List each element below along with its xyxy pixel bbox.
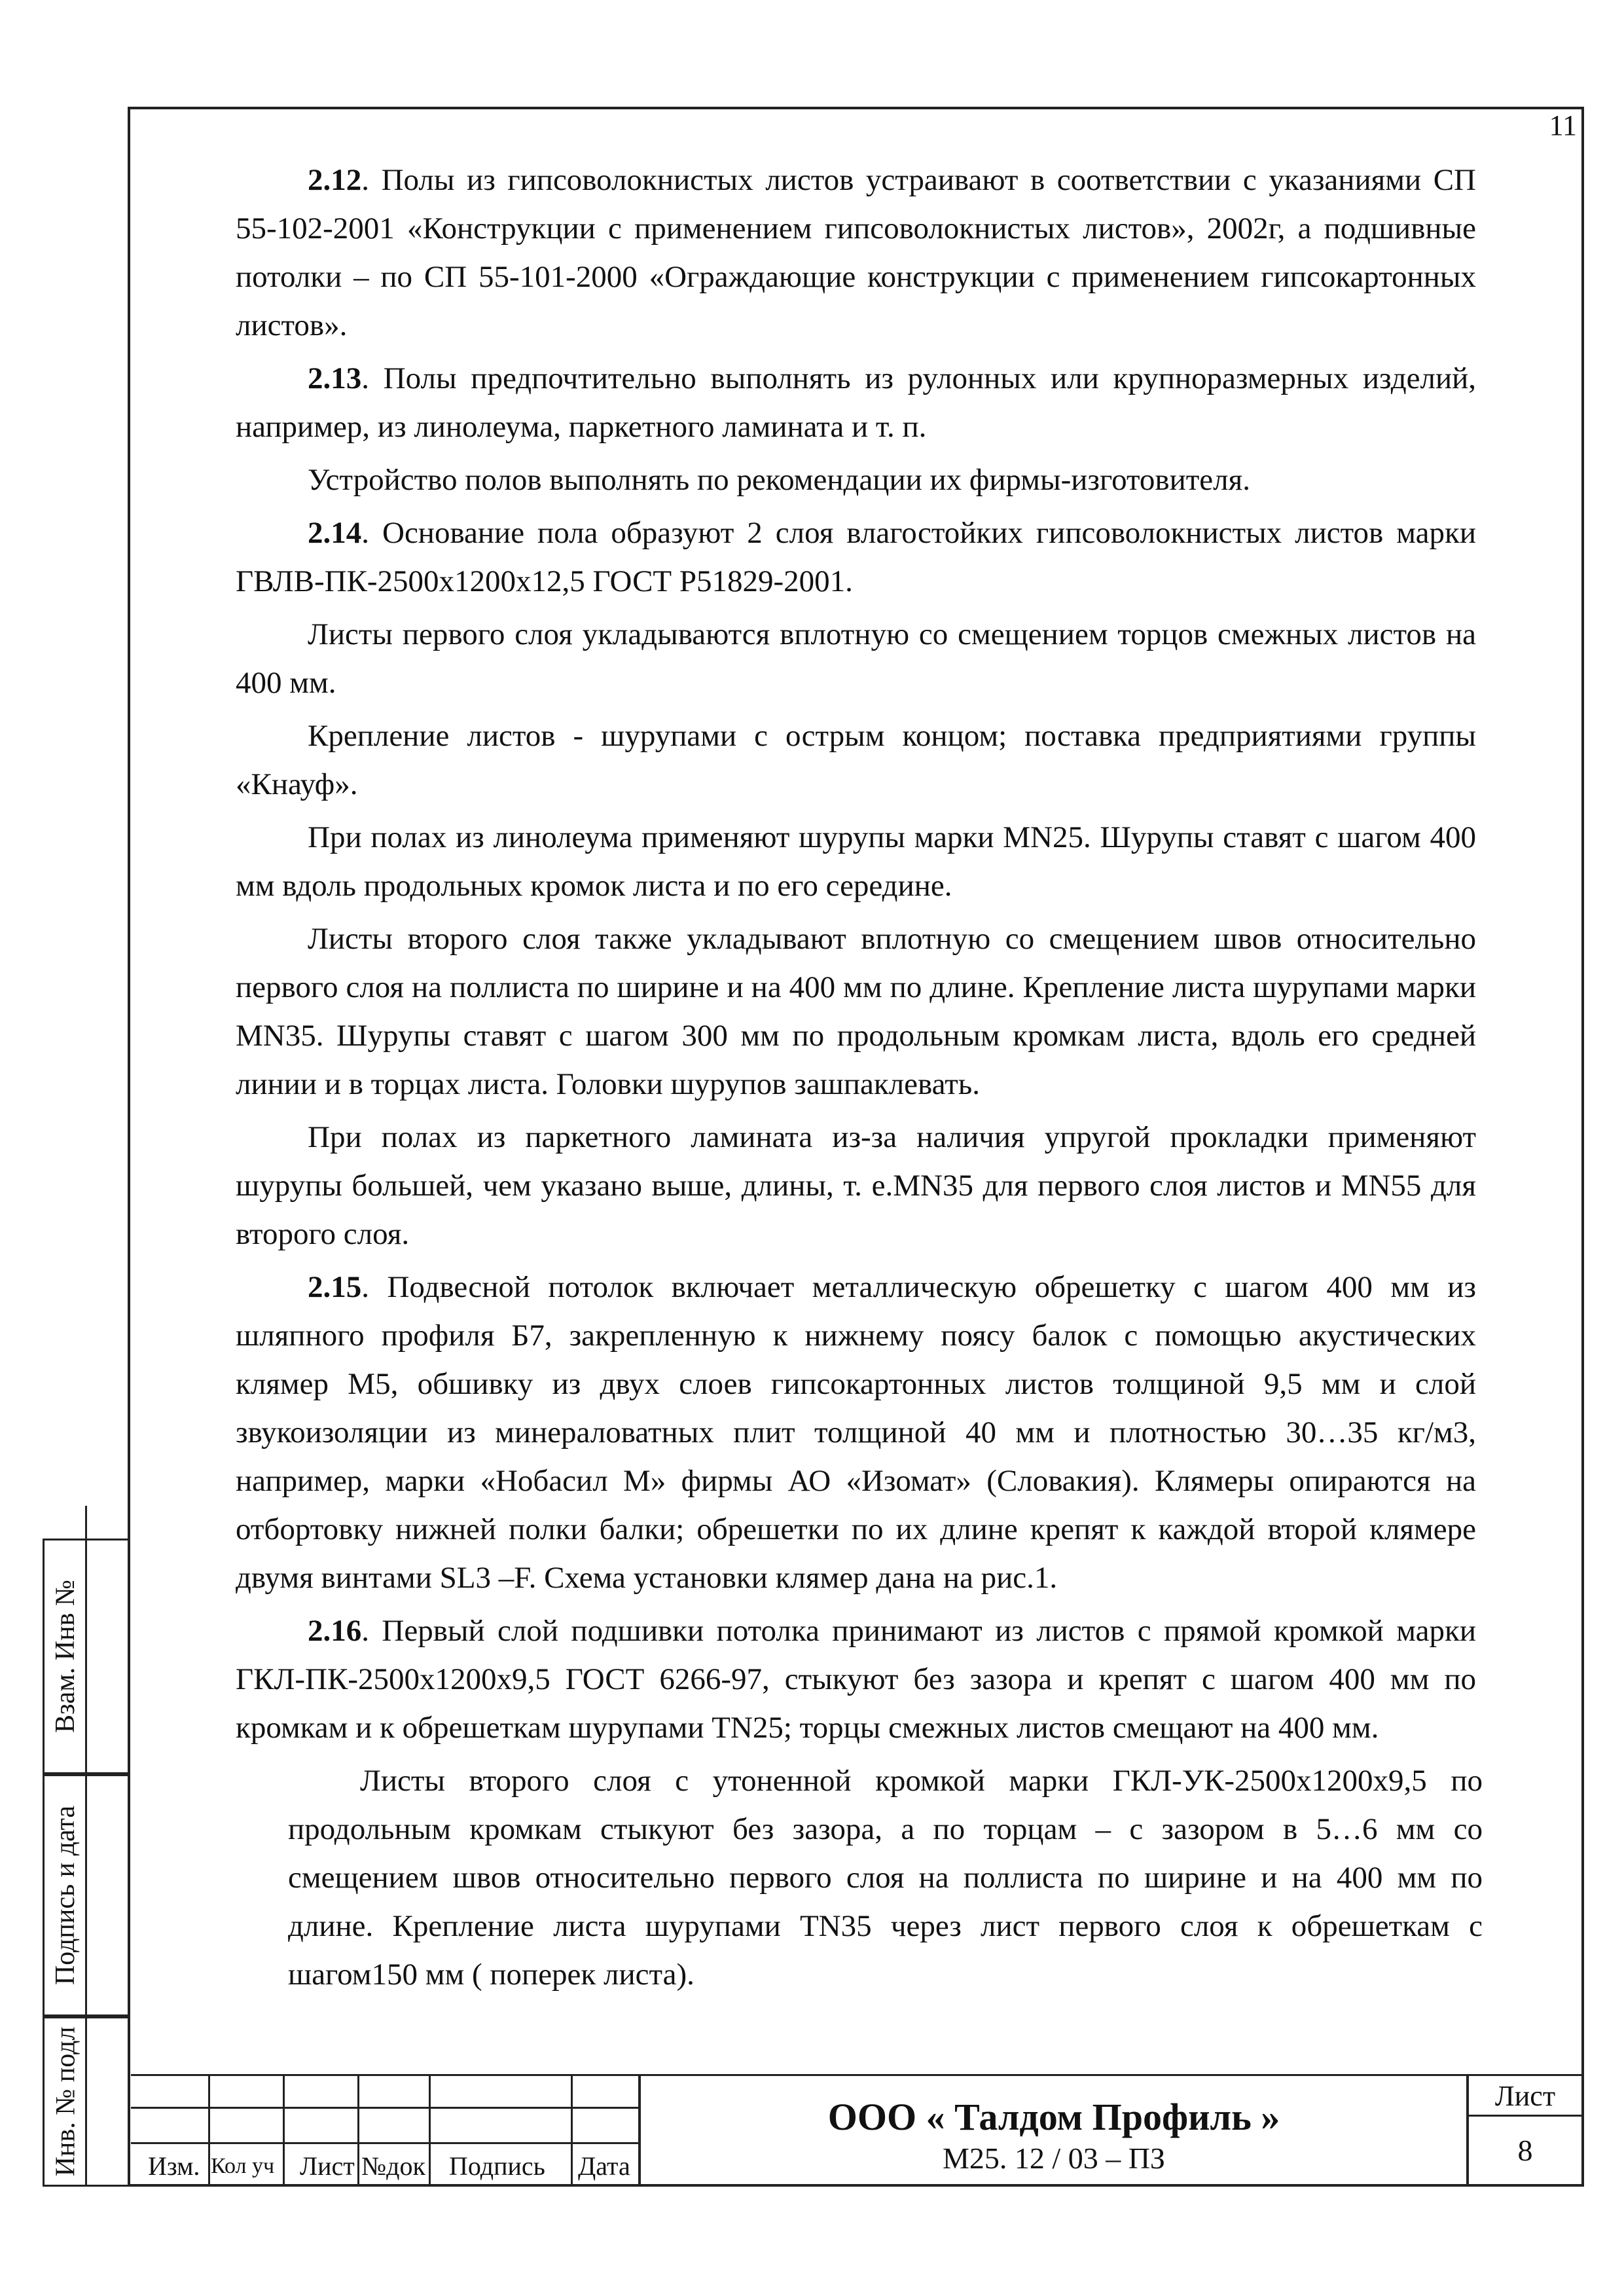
revision-grid <box>131 2074 638 2184</box>
paragraph-2-15 <box>236 1263 1476 1602</box>
paragraph-text: . Основание пола образуют 2 слоя влагостойких гипсоволокнистых листов марки ГВЛВ-ПК-2500x1200x12,5 ГОСТ Р51829-2001. <box>236 516 1476 598</box>
column-label-nodok: №док <box>361 2151 425 2181</box>
section-number: 2.16 <box>308 1614 362 1648</box>
column-label-kol-uch: Кол уч <box>211 2154 275 2178</box>
paragraph-text: . Полы предпочтительно выполнять из рулонных или крупноразмерных изделий, например, из линолеума, паркетного ламината и т. п. <box>236 361 1476 444</box>
paragraph <box>236 456 1476 504</box>
paragraph-text: . Полы из гипсоволокнистых листов устраивают в соответствии с указаниями СП 55-102-2001 «Конструкции с применением гипсоволокнистых листов», 2002г, а подшивные потолки – по СП 55-101-2000 «Ограждающие конструкции с применением гипсокартонных листов». <box>236 163 1476 342</box>
grid-line <box>357 2074 359 2184</box>
grid-line <box>283 2074 285 2184</box>
paragraph-text: Крепление листов - шурупами с острым концом; поставка предприятиями группы «Кнауф». <box>236 719 1476 801</box>
section-number: 2.14 <box>308 516 362 550</box>
paragraph-text: Листы второго слоя также укладывают вплотную со смещением швов относительно первого слоя на поллиста по ширине и на 400 мм по длине. Крепление листа шурупами марки MN35. Шурупы ставят с шагом 300 мм по продольным кромкам листа, вдоль его средней линии и в торцах листа. Головки шурупов зашпаклевать. <box>236 922 1476 1101</box>
sheet-label: Лист <box>1494 2080 1556 2112</box>
column-label-data: Дата <box>578 2151 630 2181</box>
paragraph <box>236 712 1476 809</box>
section-number: 2.15 <box>308 1270 362 1304</box>
grid-line <box>131 2107 638 2109</box>
paragraph-text: При полах из паркетного ламината из-за наличия упругой прокладки применяют шурупы большей, чем указано выше, длины, т. е.MN35 для первого слоя листов и MN55 для второго слоя. <box>236 1120 1476 1251</box>
paragraph-text: Листы первого слоя укладываются вплотную со смещением торцов смежных листов на 400 мм. <box>236 617 1476 700</box>
column-label-podpis: Подпись <box>449 2151 545 2181</box>
stamp-label-vzam: Взам. Инв № <box>50 1579 81 1734</box>
title-block <box>131 2074 1581 2184</box>
grid-line <box>429 2074 431 2184</box>
page-number-top: 11 <box>1549 109 1577 141</box>
paragraph-text: . Подвесной потолок включает металлическую обрешетку с шагом 400 мм из шляпного профиля Б7, закрепленную к нижнему поясу балок с помощью акустических клямер М5, обшивку из двух слоев гипсокартонных листов толщиной 9,5 мм и слой звукоизоляции из минераловатных плит толщиной 40 мм и плотностью 30…35 кг/м3, например, марки «Нобасил М» фирмы АО «Изомат» (Словакия). Клямеры опираются на отбортовку нижней полки балки; обрешетки по их длине крепят к каждой второй клямере двумя винтами SL3 –F. Схема установки клямер дана на рис.1. <box>236 1270 1476 1595</box>
section-number: 2.13 <box>308 361 362 395</box>
stamp-label-podpis: Подпись и дата <box>50 1805 81 1986</box>
grid-line <box>208 2074 210 2184</box>
paragraph-text: . Первый слой подшивки потолка принимают из листов с прямой кромкой марки ГКЛ-ПК-2500x1200x9,5 ГОСТ 6266-97, стыкуют без зазора и крепят с шагом 400 мм по кромкам и к обрешеткам шурупами TN25; торцы смежных листов смещают на 400 мм. <box>236 1614 1476 1745</box>
grid-line <box>571 2074 573 2184</box>
section-number: 2.12 <box>308 163 362 197</box>
paragraph-text: При полах из линолеума применяют шурупы марки MN25. Шурупы ставят с шагом 400 мм вдоль продольных кромок листа и по его середине. <box>236 820 1476 903</box>
paragraph-2-14 <box>236 509 1476 606</box>
paragraph <box>236 1113 1476 1258</box>
sheet-cell-line <box>1466 2115 1581 2117</box>
paragraph <box>288 1757 1483 1999</box>
document-body <box>236 156 1483 2003</box>
paragraph-2-12 <box>236 156 1476 350</box>
sheet-number: 8 <box>1517 2134 1533 2167</box>
document-number: М25. 12 / 03 – ПЗ <box>943 2141 1165 2175</box>
grid-line <box>131 2142 638 2144</box>
margin-stamp <box>43 1506 128 2187</box>
title-block-divider <box>638 2074 641 2184</box>
paragraph <box>236 813 1476 910</box>
paragraph-text: Устройство полов выполнять по рекомендации их фирмы-изготовителя. <box>308 463 1250 497</box>
company-name: ООО « Талдом Профиль » <box>827 2096 1280 2138</box>
paragraph-2-13 <box>236 354 1476 451</box>
paragraph-text: Листы второго слоя с утоненной кромкой марки ГКЛ-УК-2500x1200x9,5 по продольным кромкам стыкуют без зазора, а по торцам – с зазором в 5…6 мм со смещением швов относительно первого слоя на поллиста по ширине и на 400 мм по длине. Крепление листа шурупами TN35 через лист первого слоя к обрешеткам с шагом150 мм ( поперек листа). <box>288 1764 1483 1992</box>
paragraph-2-16 <box>236 1607 1476 1752</box>
stamp-label-inv: Инв. № подл <box>50 2026 81 2177</box>
stamp-divider <box>85 1506 87 2187</box>
paragraph <box>236 610 1476 707</box>
column-label-list: Лист <box>300 2151 355 2181</box>
paragraph <box>236 915 1476 1108</box>
column-label-izm: Изм. <box>148 2151 200 2181</box>
